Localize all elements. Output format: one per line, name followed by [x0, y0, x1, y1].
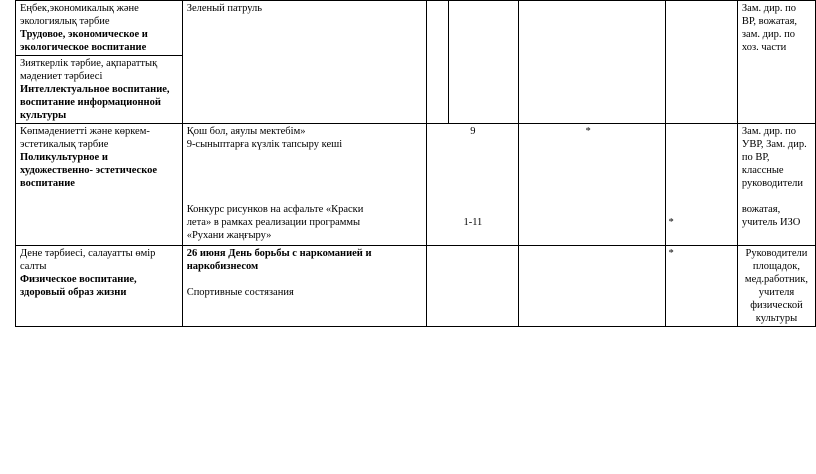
direction-cell [16, 1, 183, 56]
event-text: Спортивные состязания [186, 287, 294, 298]
class-cell [427, 124, 519, 246]
table-row [16, 124, 816, 246]
empty-cell [666, 1, 738, 124]
event-text: Конкурс рисунков на асфальте «Краски лета» в рамках реализации программы «Рухани жаңғыру» [186, 204, 364, 241]
table-row [16, 1, 816, 56]
empty-cell [666, 124, 738, 246]
direction-ru: Интеллектуальное воспитание, воспитание информационной культуры [20, 84, 170, 121]
empty-cell [519, 1, 666, 124]
direction-kz: Дене тәрбиесі, салауатты өмір салты [20, 248, 156, 272]
event-text: 26 июня День борьбы с наркоманией и наркобизнесом [186, 248, 372, 272]
mark-value: * [585, 126, 591, 137]
mark-value: * [668, 217, 674, 228]
responsible-cell [737, 124, 815, 246]
event-cell [182, 1, 427, 124]
mark-cell [519, 246, 674, 327]
event-text: 9-сыныптарға күзлік тапсыру кеші [186, 139, 343, 150]
empty-cell [427, 1, 449, 124]
event-text: Қош бол, аяулы мектебім» [186, 126, 306, 137]
empty-cell [666, 246, 738, 327]
plan-table [15, 0, 816, 327]
event-cell [182, 124, 427, 246]
responsible-cell [737, 1, 815, 124]
responsible-text: Руководители площадок, мед.работник, учителя физической культуры [744, 248, 808, 324]
direction-kz: Көпмәдениетті және көркем-эстетикалық тәрбие [20, 126, 150, 150]
responsible-text: Зам. дир. по УВР, Зам. дир. по ВР, классные руководители [741, 126, 807, 189]
event-text: Зеленый патруль [186, 3, 263, 14]
direction-ru: Физическое воспитание, здоровый образ жизни [20, 274, 137, 298]
empty-cell [427, 246, 519, 327]
direction-cell [16, 246, 183, 327]
direction-cell [16, 124, 183, 246]
empty-cell [449, 1, 519, 124]
direction-cell [16, 56, 183, 124]
class-value: 9 [470, 126, 476, 137]
mark-value: * [668, 248, 674, 259]
responsible-cell [737, 246, 815, 327]
direction-ru: Поликультурное и художественно- эстетическое воспитание [20, 152, 158, 189]
responsible-text: вожатая, учитель ИЗО [741, 204, 801, 228]
direction-kz: Зияткерлік тәрбие, ақпараттық мәдениет тәрбиесі [20, 58, 158, 82]
class-value: 1-11 [463, 217, 483, 228]
direction-ru: Трудовое, экономическое и экологическое воспитание [20, 29, 148, 53]
mark-cell [519, 124, 674, 246]
responsible-text: Зам. дир. по ВР, вожатая, зам. дир. по хоз. части [741, 3, 798, 53]
table-row [16, 246, 816, 327]
direction-kz: Еңбек,экономикалық және экологиялық тәрбие [20, 3, 139, 27]
event-cell [182, 246, 427, 327]
